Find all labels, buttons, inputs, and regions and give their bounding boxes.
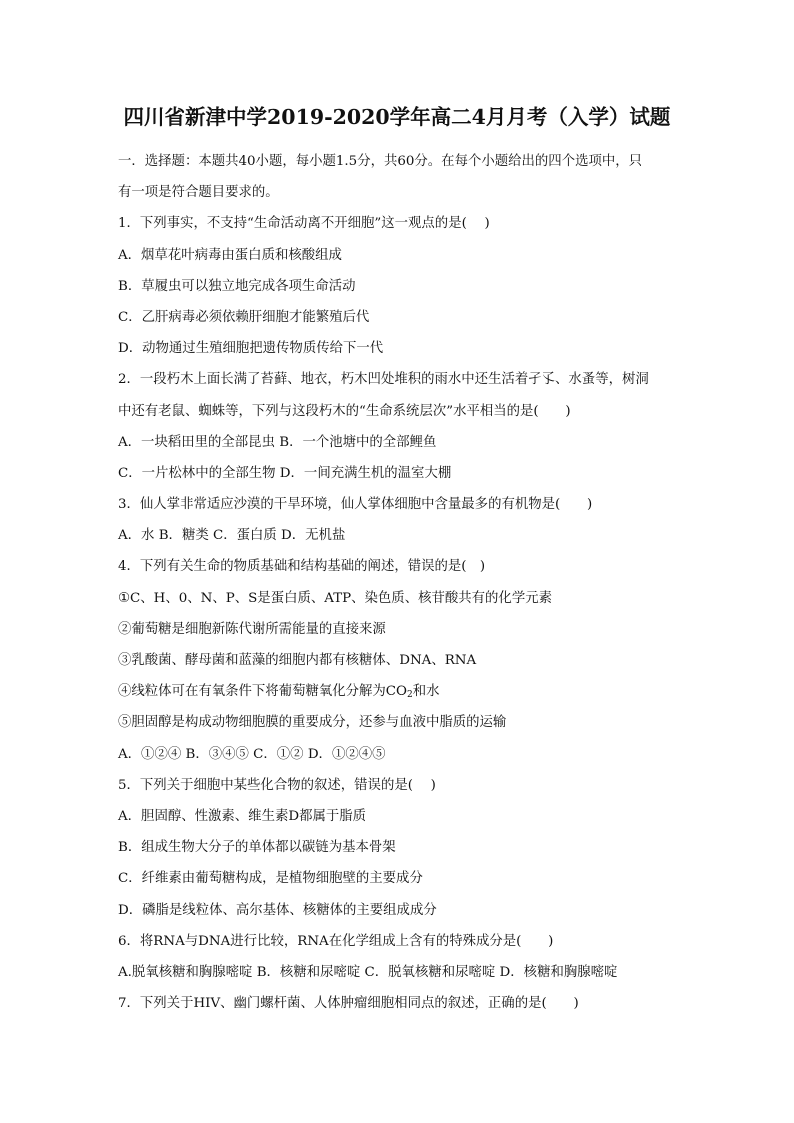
- question-5-stem: 5．下列关于细胞中某些化合物的叙述，错误的是( ): [118, 777, 436, 793]
- question-2-stem: 2．一段朽木上面长满了苔藓、地衣，朽木凹处堆积的雨水中还生活着孑孓、水蚤等，树洞: [118, 372, 649, 388]
- question-5-option-b: B．组成生物大分子的单体都以碳链为基本骨架: [118, 840, 396, 856]
- section-instructions-line-1: 一．选择题：本题共40小题，每小题1.5分，共60分。在每个小题给出的四个选项中，只: [118, 154, 643, 169]
- question-1-option-c: C．乙肝病毒必须依赖肝细胞才能繁殖后代: [118, 309, 370, 325]
- question-4-item-1: ①C、H、0、N、P、S是蛋白质、ATP、染色质、核苷酸共有的化学元素: [118, 590, 552, 606]
- question-1-option-d: D．动物通过生殖细胞把遗传物质传给下一代: [118, 341, 384, 357]
- question-2-options-cd: C．一片松林中的全部生物 D．一间充满生机的温室大棚: [118, 465, 452, 481]
- question-4-item-3: ③乳酸菌、酵母菌和蓝藻的细胞内都有核糖体、DNA、RNA: [118, 653, 477, 668]
- question-4-options: A．①②④ B．③④⑤ C．①② D．①②④⑤: [118, 746, 386, 762]
- question-4-item-4-text: ④线粒体可在有氧条件下将葡萄糖氧化分解为CO: [118, 684, 408, 700]
- question-2-stem-cont: 中还有老鼠、蜘蛛等，下列与这段朽木的“生命系统层次”水平相当的是( ): [118, 403, 571, 419]
- question-5-option-c: C．纤维素由葡萄糖构成，是植物细胞壁的主要成分: [118, 871, 423, 887]
- question-3-stem: 3．仙人掌非常适应沙漠的干旱环境，仙人掌体细胞中含量最多的有机物是( ): [118, 497, 593, 513]
- question-4-item-4: [118, 676, 682, 707]
- question-1-option-a: A．烟草花叶病毒由蛋白质和核酸组成: [118, 247, 342, 263]
- question-7-stem: 7．下列关于HIV、幽门螺杆菌、人体肿瘤细胞相同点的叙述，正确的是( ): [118, 996, 579, 1012]
- question-6-stem: 6．将RNA与DNA进行比较，RNA在化学组成上含有的特殊成分是( ): [118, 933, 554, 949]
- question-4-item-2: ②葡萄糖是细胞新陈代谢所需能量的直接来源: [118, 621, 386, 637]
- question-5-option-d: D．磷脂是线粒体、高尔基体、核糖体的主要组成成分: [118, 902, 437, 918]
- question-1-option-b: B．草履虫可以独立地完成各项生命活动: [118, 278, 356, 294]
- question-4-item-4-subscript: 2: [407, 690, 413, 701]
- question-2-options-ab: A．一块稻田里的全部昆虫 B．一个池塘中的全部鲤鱼: [118, 434, 437, 450]
- question-6-options: A.脱氧核糖和胸腺嘧啶 B．核糖和尿嘧啶 C．脱氧核糖和尿嘧啶 D．核糖和胸腺嘧啶: [118, 964, 618, 980]
- exam-content: [118, 146, 682, 1019]
- question-4-item-5: ⑤胆固醇是构成动物细胞膜的重要成分，还参与血液中脂质的运输: [118, 715, 507, 731]
- question-5-option-a: A．胆固醇、性激素、维生素D都属于脂质: [118, 808, 367, 824]
- question-3-options: A．水 B．糖类 C．蛋白质 D．无机盐: [118, 528, 346, 544]
- question-4-item-4-tail: 和水: [412, 684, 440, 700]
- question-1-stem: 1．下列事实，不支持“生命活动离不开细胞”这一观点的是( ): [118, 216, 490, 232]
- page-title: 四川省新津中学2019-2020学年高二4月月考（入学）试题: [123, 105, 671, 129]
- question-4-stem: 4．下列有关生命的物质基础和结构基础的阐述，错误的是( ): [118, 559, 486, 575]
- section-instructions-line-2: 有一项是符合题目要求的。: [118, 185, 279, 201]
